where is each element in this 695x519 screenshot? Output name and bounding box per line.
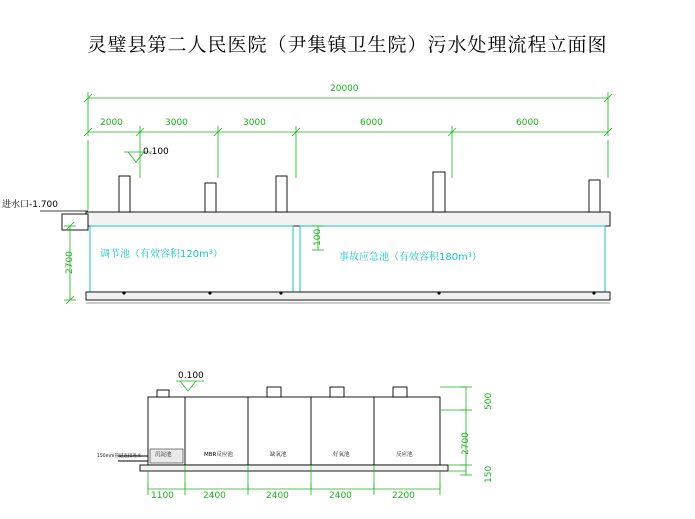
segment-dim-label-2: 3000 xyxy=(165,118,188,128)
bottom-dim-label-3: 2400 xyxy=(266,491,289,501)
chamber-label-4: 好氧池 xyxy=(333,452,350,458)
bottom-dim-label-1: 1100 xyxy=(151,491,174,501)
bottom-dim-label-2: 2400 xyxy=(203,491,226,501)
right-dim-label-500: 500 xyxy=(484,392,494,410)
overall-dimension-group xyxy=(84,92,612,136)
overall-dimension-label: 20000 xyxy=(330,84,359,94)
inlet-pipe-label: 150mm管道连接进水 xyxy=(97,454,142,459)
height-dimension-label: 2700 xyxy=(65,251,75,274)
bottom-dim-label-4: 2400 xyxy=(329,491,352,501)
top-base-slab xyxy=(86,292,610,303)
bottom-dim-label-5: 2200 xyxy=(392,491,415,501)
segment-dim-label-1: 2000 xyxy=(100,118,123,128)
elevation-marker-bottom xyxy=(176,381,204,391)
right-dim-label-2700: 2700 xyxy=(461,432,471,455)
segment-dim-label-5: 6000 xyxy=(516,118,539,128)
wall-dimension-label: 100 xyxy=(313,228,323,246)
chamber-label-5: 反应池 xyxy=(396,452,413,458)
bottom-right-dimension-group xyxy=(440,387,472,475)
segment-dimension-group xyxy=(84,126,612,210)
chamber-label-1: 沉淀池 xyxy=(155,452,172,458)
right-dim-label-150: 150 xyxy=(484,465,494,483)
pool-label-regulating: 调节池（有效容积120m³） xyxy=(100,249,223,260)
chamber-label-2: MBR反应池 xyxy=(204,452,233,458)
top-vent-stacks xyxy=(119,172,600,212)
inlet-label: 进水口-1.700 xyxy=(2,200,59,210)
segment-dim-label-3: 3000 xyxy=(243,118,266,128)
segment-dim-label-4: 6000 xyxy=(360,118,383,128)
elevation-mark-top-label: 0.100 xyxy=(143,147,169,157)
page-title: 灵璧县第二人民医院（尹集镇卫生院）污水处理流程立面图 xyxy=(87,34,608,56)
chamber-label-3: 缺氧池 xyxy=(270,452,287,458)
elevation-mark-bottom-label: 0.100 xyxy=(178,371,204,381)
pool-label-emergency: 事故应急池（有效容积180m³） xyxy=(339,252,482,263)
